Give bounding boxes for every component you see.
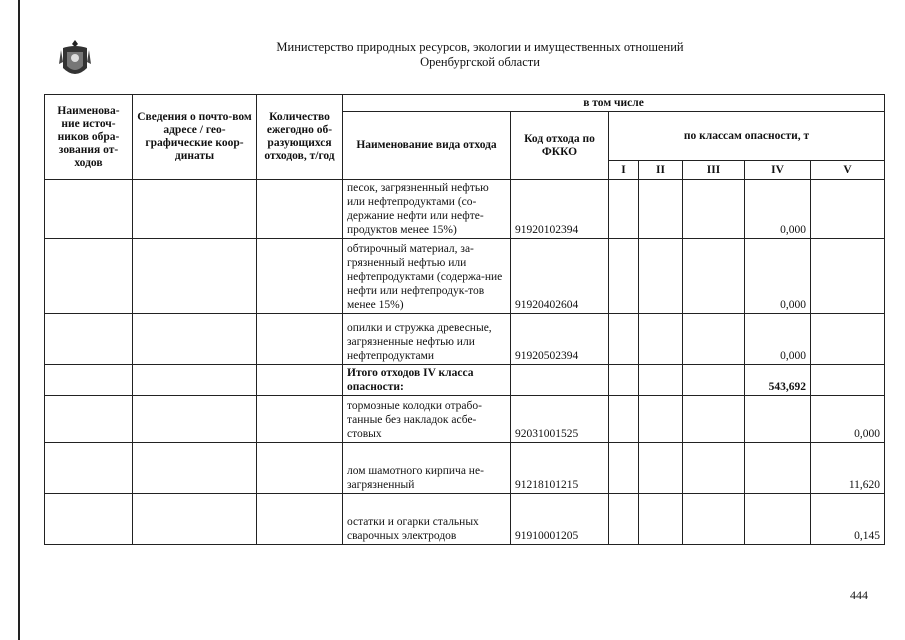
fkko-code-cell: 91920502394 bbox=[511, 314, 609, 365]
fkko-code-cell: 91920402604 bbox=[511, 239, 609, 314]
class-iii-cell bbox=[683, 443, 745, 494]
coat-of-arms-emblem bbox=[58, 38, 92, 82]
waste-name-cell: остатки и огарки стальных сварочных электродов bbox=[343, 494, 511, 545]
table-row bbox=[45, 494, 885, 545]
address-cell bbox=[133, 365, 257, 396]
source-cell bbox=[45, 180, 133, 239]
address-cell bbox=[133, 494, 257, 545]
class-iii-cell bbox=[683, 494, 745, 545]
quantity-cell bbox=[257, 180, 343, 239]
class-i-cell bbox=[609, 239, 639, 314]
table-row bbox=[45, 396, 885, 443]
address-cell bbox=[133, 180, 257, 239]
header-quantity: Количество ежегодно об-разующихся отходов, т/год bbox=[257, 95, 343, 180]
source-cell bbox=[45, 314, 133, 365]
class-v-cell: 11,620 bbox=[811, 443, 885, 494]
address-cell bbox=[133, 396, 257, 443]
class-i-cell bbox=[609, 443, 639, 494]
ministry-header bbox=[200, 40, 760, 70]
class-ii-cell bbox=[639, 239, 683, 314]
quantity-cell bbox=[257, 443, 343, 494]
ministry-name-line2: Оренбургской области bbox=[420, 55, 540, 69]
class-v-cell bbox=[811, 239, 885, 314]
header-address: Сведения о почто-вом адресе / гео-графические коор-динаты bbox=[133, 95, 257, 180]
quantity-cell bbox=[257, 396, 343, 443]
class-ii-cell bbox=[639, 365, 683, 396]
class-iii-cell bbox=[683, 396, 745, 443]
waste-name-cell: лом шамотного кирпича не-загрязненный bbox=[343, 443, 511, 494]
class-i-cell bbox=[609, 396, 639, 443]
binding-line bbox=[18, 0, 20, 640]
table-row bbox=[45, 443, 885, 494]
header-class-iii: III bbox=[683, 161, 745, 180]
waste-name-cell: песок, загрязненный нефтью или нефтепродуктами (со-держание нефти или нефте-продуктов менее 15%) bbox=[343, 180, 511, 239]
ministry-name-line1: Министерство природных ресурсов, экологии и имущественных отношений bbox=[276, 40, 684, 54]
fkko-code-cell: 91218101215 bbox=[511, 443, 609, 494]
header-class-iv: IV bbox=[745, 161, 811, 180]
class-ii-cell bbox=[639, 180, 683, 239]
class-iii-cell bbox=[683, 239, 745, 314]
table-row bbox=[45, 314, 885, 365]
fkko-code-cell: 92031001525 bbox=[511, 396, 609, 443]
header-including: в том числе bbox=[343, 95, 885, 112]
waste-name-cell: тормозные колодки отрабо-танные без накладок асбе-стовых bbox=[343, 396, 511, 443]
class-i-cell bbox=[609, 494, 639, 545]
source-cell bbox=[45, 396, 133, 443]
header-class-ii: II bbox=[639, 161, 683, 180]
table-row bbox=[45, 239, 885, 314]
class-v-cell bbox=[811, 365, 885, 396]
source-cell bbox=[45, 494, 133, 545]
class-v-cell bbox=[811, 314, 885, 365]
class-ii-cell bbox=[639, 396, 683, 443]
address-cell bbox=[133, 443, 257, 494]
quantity-cell bbox=[257, 239, 343, 314]
class-iii-cell bbox=[683, 314, 745, 365]
quantity-cell bbox=[257, 365, 343, 396]
class-v-cell bbox=[811, 180, 885, 239]
fkko-code-cell: 91910001205 bbox=[511, 494, 609, 545]
header-class-v: V bbox=[811, 161, 885, 180]
table-row bbox=[45, 180, 885, 239]
header-fkko-code: Код отхода по ФККО bbox=[511, 112, 609, 180]
class-iv-cell: 0,000 bbox=[745, 180, 811, 239]
class-iv-cell: 0,000 bbox=[745, 239, 811, 314]
class-iv-cell: 0,000 bbox=[745, 314, 811, 365]
class-iv-cell bbox=[745, 494, 811, 545]
header-class-i: I bbox=[609, 161, 639, 180]
waste-name-cell: обтирочный материал, за-грязненный нефтью или нефтепродуктами (содержа-ние нефти или нефтепродук-тов менее 15%) bbox=[343, 239, 511, 314]
source-cell bbox=[45, 443, 133, 494]
total-label-cell: Итого отходов IV класса опасности: bbox=[343, 365, 511, 396]
quantity-cell bbox=[257, 494, 343, 545]
class-ii-cell bbox=[639, 443, 683, 494]
address-cell bbox=[133, 314, 257, 365]
class-i-cell bbox=[609, 314, 639, 365]
class-i-cell bbox=[609, 365, 639, 396]
fkko-code-cell bbox=[511, 365, 609, 396]
fkko-code-cell: 91920102394 bbox=[511, 180, 609, 239]
waste-name-cell: опилки и стружка древесные, загрязненные нефтью или нефтепродуктами bbox=[343, 314, 511, 365]
class-iii-cell bbox=[683, 180, 745, 239]
class-iv-cell bbox=[745, 443, 811, 494]
address-cell bbox=[133, 239, 257, 314]
total-class-iv-cell: 543,692 bbox=[745, 365, 811, 396]
header-by-class: по классам опасности, т bbox=[609, 112, 885, 161]
class-i-cell bbox=[609, 180, 639, 239]
waste-table bbox=[44, 94, 885, 545]
class-v-cell: 0,000 bbox=[811, 396, 885, 443]
class-ii-cell bbox=[639, 494, 683, 545]
class-iv-cell bbox=[745, 396, 811, 443]
class-iii-cell bbox=[683, 365, 745, 396]
source-cell bbox=[45, 365, 133, 396]
page-number: 444 bbox=[850, 588, 868, 602]
class-ii-cell bbox=[639, 314, 683, 365]
quantity-cell bbox=[257, 314, 343, 365]
source-cell bbox=[45, 239, 133, 314]
header-waste-name: Наименование вида отхода bbox=[343, 112, 511, 180]
table-row-total bbox=[45, 365, 885, 396]
header-source-name: Наименова-ние источ-ников обра-зования от-ходов bbox=[45, 95, 133, 180]
class-v-cell: 0,145 bbox=[811, 494, 885, 545]
